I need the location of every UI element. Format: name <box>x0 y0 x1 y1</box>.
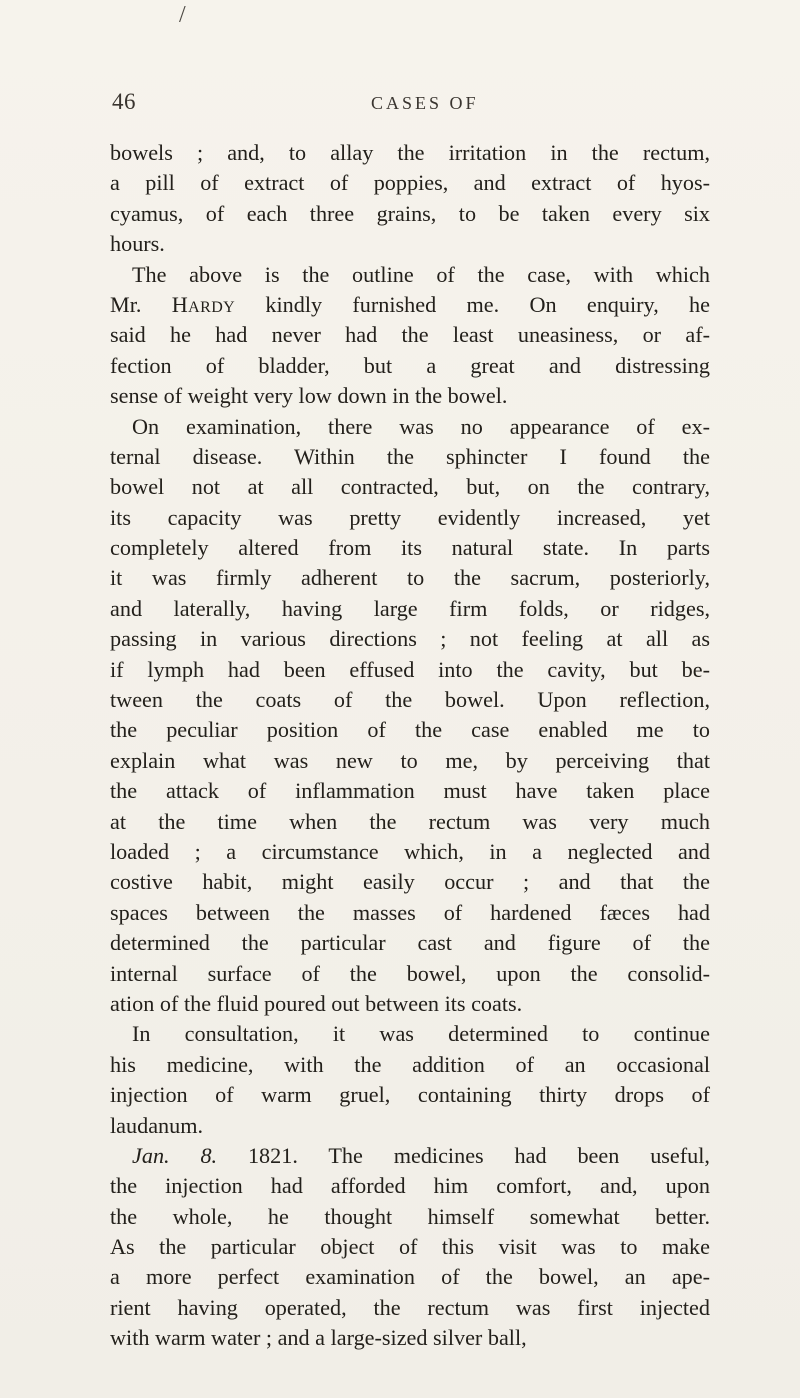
text-line-16: and laterally, having large firm folds, or ridges, <box>110 595 710 621</box>
text-line-39: rient having operated, the rectum was first injected <box>110 1294 710 1320</box>
text-line-18: if lymph had been effused into the cavity, but be- <box>110 656 710 682</box>
text-line-6 <box>110 290 710 320</box>
text-line-13: its capacity was pretty evidently increased, yet <box>110 504 710 530</box>
text-line-30: In consultation, it was determined to continue <box>132 1021 710 1047</box>
text-line-23: at the time when the rectum was very much <box>110 808 710 834</box>
text-line-31: his medicine, with the addition of an occasional <box>110 1051 710 1077</box>
text-line-32: injection of warm gruel, containing thirty drops of <box>110 1082 710 1108</box>
text-line-36: the whole, he thought himself somewhat better. <box>110 1203 710 1229</box>
date-italic: Jan. 8. <box>132 1142 218 1168</box>
text-line-2: a pill of extract of poppies, and extract of hyos- <box>110 170 710 196</box>
text-line-25: costive habit, might easily occur ; and that the <box>110 869 710 895</box>
text-line-7: said he had never had the least uneasiness, or af- <box>110 322 710 348</box>
text-line-28: internal surface of the bowel, upon the consolid- <box>110 960 710 986</box>
text-line-3: cyamus, of each three grains, to be taken every six <box>110 200 710 226</box>
text-line-1: bowels ; and, to allay the irritation in the rectum, <box>110 140 710 165</box>
text-line-12: bowel not at all contracted, but, on the contrary, <box>110 474 710 500</box>
text-line-26: spaces between the masses of hardened fæces had <box>110 899 710 925</box>
running-head: CASES OF <box>371 93 479 113</box>
name-prefix: Mr. <box>110 291 172 317</box>
text-line-33: laudanum. <box>110 1112 204 1138</box>
text-line-5: The above is the outline of the case, with which <box>132 261 710 287</box>
text-line-10: On examination, there was no appearance of ex- <box>132 413 710 439</box>
text-line-24: loaded ; a circumstance which, in a neglected and <box>110 838 710 864</box>
text-line-8: fection of bladder, but a great and distressing <box>110 352 710 378</box>
text-line-14: completely altered from its natural state. In parts <box>110 535 710 561</box>
top-margin-mark: / <box>179 2 186 28</box>
text-line-19: tween the coats of the bowel. Upon reflection, <box>110 687 710 713</box>
text-line-40: with warm water ; and a large-sized silver ball, <box>110 1325 527 1351</box>
text-line-22: the attack of inflammation must have taken place <box>110 778 710 804</box>
text-line-9: sense of weight very low down in the bowel. <box>110 383 508 409</box>
body-text <box>110 138 710 1354</box>
text-line-4: hours. <box>110 231 165 257</box>
text-line-37: As the particular object of this visit was to make <box>110 1234 710 1260</box>
text-line-17: passing in various directions ; not feeling at all as <box>110 626 710 652</box>
text-line-29: ation of the fluid poured out between its coats. <box>110 990 523 1016</box>
text-line-11: ternal disease. Within the sphincter I found the <box>110 443 710 469</box>
text-line-34 <box>110 1141 710 1171</box>
text-line-20: the peculiar position of the case enabled me to <box>110 717 710 743</box>
text-line-38: a more perfect examination of the bowel, an ape- <box>110 1264 710 1290</box>
text-line-15: it was firmly adherent to the sacrum, posteriorly, <box>110 565 710 591</box>
text-line-21: explain what was new to me, by perceiving that <box>110 747 710 773</box>
page-number: 46 <box>112 89 136 114</box>
date-line-rest: 1821. The medicines had been useful, <box>217 1142 710 1168</box>
text-line-35: the injection had afforded him comfort, and, upon <box>110 1173 710 1199</box>
name-suffix: kindly furnished me. On enquiry, he <box>235 291 710 317</box>
surname-small-caps: Hardy <box>171 291 236 317</box>
text-line-27: determined the particular cast and figure of the <box>110 930 710 956</box>
